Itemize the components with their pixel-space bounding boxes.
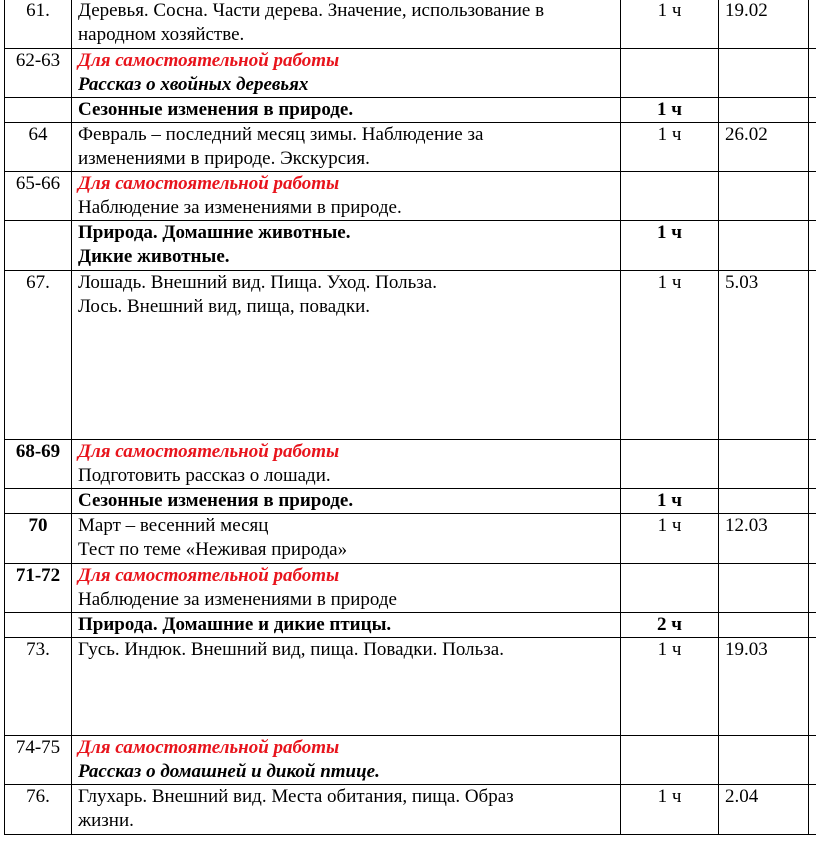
table-row [5,514,816,564]
extra-column-cell [809,271,816,440]
lesson-number: 64 [5,123,72,172]
topic-line: Лошадь. Внешний вид. Пища. Уход. Польза. [78,272,437,293]
lesson-date: 19.02 [719,0,809,49]
lesson-topic [72,440,621,489]
topic-line: Сезонные изменения в природе. [78,490,354,511]
table-row [5,440,816,489]
topic-line: Наблюдение за изменениями в природе. [78,197,402,218]
lesson-number: 74-75 [5,736,72,785]
lesson-hours [621,172,719,221]
lesson-topic [72,271,621,440]
extra-column-cell [809,221,816,271]
topic-line: Наблюдение за изменениями в природе [78,589,397,610]
extra-column-cell [809,514,816,564]
lesson-hours: 1 ч [621,638,719,736]
section-hours: 1 ч [621,98,719,123]
topic-line: Март – весенний месяц [78,515,269,536]
independent-work-label: Для самостоятельной работы [78,565,340,586]
lesson-hours [621,564,719,613]
topic-line: Гусь. Индюк. Внешний вид, пища. Повадки. Польза. [78,639,504,660]
lesson-number: 62-63 [5,49,72,98]
topic-line: Февраль – последний месяц зимы. Наблюдение за [78,124,484,145]
lesson-number: 71-72 [5,564,72,613]
independent-work-label: Для самостоятельной работы [78,50,340,71]
lesson-topic [72,638,621,736]
lesson-hours: 1 ч [621,0,719,49]
lesson-number [5,489,72,514]
lesson-number [5,221,72,271]
lesson-topic [72,49,621,98]
lesson-number: 68-69 [5,440,72,489]
lesson-number: 65-66 [5,172,72,221]
table-row [5,0,816,49]
lesson-date [719,489,809,514]
topic-line: Рассказ о хвойных деревьях [78,74,309,95]
lesson-date [719,49,809,98]
section-title [72,489,621,514]
section-hours: 1 ч [621,489,719,514]
topic-line: Лось. Внешний вид, пища, повадки. [78,296,370,317]
lesson-date [719,221,809,271]
table-row [5,49,816,98]
lesson-number: 67. [5,271,72,440]
lesson-date [719,736,809,785]
lesson-hours [621,440,719,489]
topic-line: Глухарь. Внешний вид. Места обитания, пища. Образ [78,786,514,807]
topic-line: жизни. [78,810,134,831]
topic-line: Природа. Домашние и дикие птицы. [78,614,392,635]
lesson-hours [621,736,719,785]
extra-column-cell [809,98,816,123]
table-row [5,123,816,172]
section-hours: 1 ч [621,221,719,271]
lesson-topic [72,736,621,785]
extra-column-cell [809,613,816,638]
lesson-plan-table [4,0,816,835]
lesson-date: 12.03 [719,514,809,564]
lesson-number: 73. [5,638,72,736]
independent-work-label: Для самостоятельной работы [78,441,340,462]
extra-column-cell [809,440,816,489]
lesson-hours: 1 ч [621,514,719,564]
lesson-date [719,564,809,613]
section-row [5,613,816,638]
topic-line: Сезонные изменения в природе. [78,99,354,120]
section-title [72,98,621,123]
section-title [72,221,621,271]
extra-column-cell [809,785,816,835]
lesson-topic [72,564,621,613]
topic-line: изменениями в природе. Экскурсия. [78,148,370,169]
independent-work-label: Для самостоятельной работы [78,737,340,758]
lesson-hours: 1 ч [621,785,719,835]
table-row [5,785,816,835]
lesson-hours [621,49,719,98]
lesson-topic [72,785,621,835]
table-row [5,638,816,736]
topic-line: народном хозяйстве. [78,24,245,45]
lesson-topic [72,514,621,564]
lesson-topic [72,123,621,172]
section-title [72,613,621,638]
section-hours: 2 ч [621,613,719,638]
section-row [5,98,816,123]
lesson-hours: 1 ч [621,271,719,440]
lesson-date: 26.02 [719,123,809,172]
table-row [5,271,816,440]
lesson-topic [72,0,621,49]
lesson-date [719,172,809,221]
section-row [5,221,816,271]
lesson-number [5,98,72,123]
lesson-date: 2.04 [719,785,809,835]
topic-line: Подготовить рассказ о лошади. [78,465,331,486]
lesson-number: 76. [5,785,72,835]
lesson-date [719,98,809,123]
extra-column-cell [809,172,816,221]
topic-line: Тест по теме «Неживая природа» [78,539,348,560]
lesson-number: 70 [5,514,72,564]
extra-column-cell [809,123,816,172]
extra-column-cell [809,638,816,736]
extra-column-cell [809,0,816,49]
independent-work-label: Для самостоятельной работы [78,173,340,194]
topic-line: Деревья. Сосна. Части дерева. Значение, использование в [78,0,545,21]
extra-column-cell [809,736,816,785]
table-row [5,736,816,785]
lesson-date: 5.03 [719,271,809,440]
table-row [5,172,816,221]
lesson-number: 61. [5,0,72,49]
lesson-number [5,613,72,638]
lesson-date [719,613,809,638]
topic-line: Рассказ о домашней и дикой птице. [78,761,380,782]
lesson-date [719,440,809,489]
lesson-hours: 1 ч [621,123,719,172]
table-row [5,564,816,613]
section-row [5,489,816,514]
lesson-topic [72,172,621,221]
topic-line: Дикие животные. [78,246,230,267]
topic-line: Природа. Домашние животные. [78,222,351,243]
extra-column-cell [809,49,816,98]
extra-column-cell [809,489,816,514]
extra-column-cell [809,564,816,613]
lesson-date: 19.03 [719,638,809,736]
